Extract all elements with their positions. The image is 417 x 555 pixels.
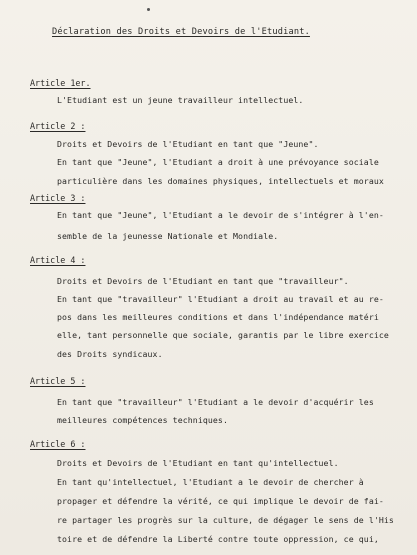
article-3-heading: Article 3 :: [30, 193, 86, 203]
article-4-line: elle, tant personnelle que sociale, garantis par le libre exercice: [57, 330, 389, 340]
article-5-heading: Article 5 :: [30, 376, 86, 386]
article-5-line: meilleures compétences techniques.: [57, 415, 228, 425]
article-4-line: Droits et Devoirs de l'Etudiant en tant que "travailleur".: [57, 276, 349, 286]
article-1-heading: Article 1er.: [30, 78, 91, 88]
article-3-line: semble de la jeunesse Nationale et Mondiale.: [57, 231, 279, 241]
article-6-line: toire et de défendre la Liberté contre toute oppression, ce qui,: [57, 534, 379, 544]
document-title: Déclaration des Droits et Devoirs de l'Etudiant.: [52, 27, 310, 37]
article-6-line: propager et défendre la vérité, ce qui implique le devoir de fai-: [57, 496, 384, 506]
article-4-line: pos dans les meilleures conditions et dans l'indépendance matéri: [57, 312, 379, 322]
article-2-line: Droits et Devoirs de l'Etudiant en tant que "Jeune".: [57, 139, 319, 149]
article-2-line: En tant que "Jeune", l'Etudiant a droit à une prévoyance sociale: [57, 157, 379, 167]
article-3-line: En tant que "Jeune", l'Etudiant a le devoir de s'intégrer à l'en-: [57, 210, 384, 220]
article-2-line: particulière dans les domaines physiques, intellectuels et moraux: [57, 176, 384, 186]
article-4-line: En tant que "travailleur" l'Etudiant a droit au travail et au re-: [57, 294, 384, 304]
article-1-line: L'Etudiant est un jeune travailleur intellectuel.: [57, 95, 304, 105]
ink-mark: [147, 8, 150, 11]
article-4-heading: Article 4 :: [30, 255, 86, 265]
article-6-line: Droits et Devoirs de l'Etudiant en tant qu'intellectuel.: [57, 458, 339, 468]
article-4-line: des Droits syndicaux.: [57, 349, 163, 359]
article-2-heading: Article 2 :: [30, 121, 86, 131]
article-6-heading: Article 6 :: [30, 439, 86, 449]
article-6-line: re partager les progrès sur la culture, de dégager le sens de l'His: [57, 515, 394, 525]
article-6-line: En tant qu'intellectuel, l'Etudiant a le devoir de chercher à: [57, 477, 364, 487]
article-5-line: En tant que "travailleur" l'Etudiant a le devoir d'acquérir les: [57, 397, 374, 407]
